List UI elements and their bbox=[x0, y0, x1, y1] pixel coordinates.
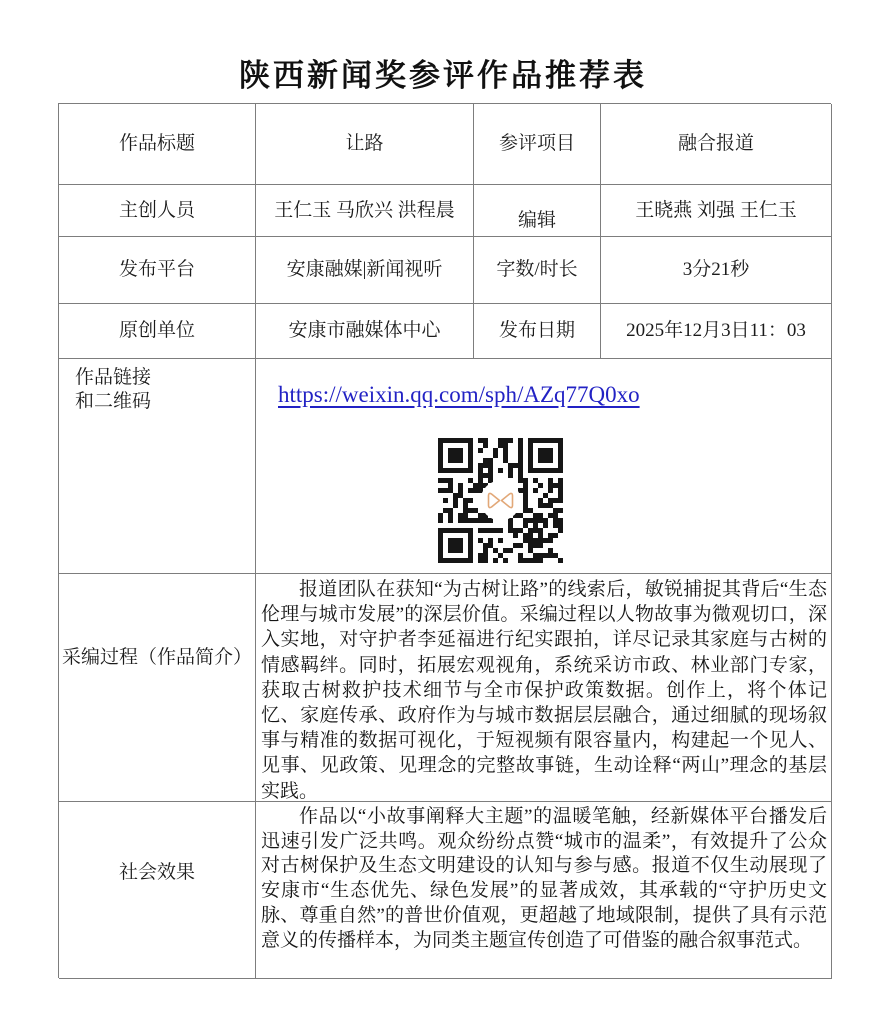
cell-value-work-link-qr bbox=[256, 359, 832, 574]
cell-value-publish-platform: 安康融媒|新闻视听 bbox=[256, 237, 474, 304]
cell-value-editing-process bbox=[256, 574, 832, 802]
recommendation-form-table bbox=[58, 103, 831, 978]
cell-label-main-creators: 主创人员 bbox=[59, 185, 256, 237]
cell-label-original-unit: 原创单位 bbox=[59, 304, 256, 359]
cell-label-work-title: 作品标题 bbox=[59, 104, 256, 185]
cell-label-work-link-qr bbox=[59, 359, 256, 574]
cell-label-editing-process: 采编过程（作品简介） bbox=[59, 574, 256, 802]
cell-label-entry-category: 参评项目 bbox=[474, 104, 601, 185]
cell-label-social-effect: 社会效果 bbox=[59, 802, 256, 979]
work-link-label-line1: 作品链接 bbox=[75, 367, 152, 388]
qr-code bbox=[438, 438, 562, 562]
cell-label-wordcount-duration: 字数/时长 bbox=[474, 237, 601, 304]
cell-value-entry-category: 融合报道 bbox=[601, 104, 832, 185]
work-url-link[interactable]: https://weixin.qq.com/sph/AZq77Q0xo bbox=[278, 382, 640, 407]
cell-value-original-unit: 安康市融媒体中心 bbox=[256, 304, 474, 359]
cell-label-publish-platform: 发布平台 bbox=[59, 237, 256, 304]
page-title: 陕西新闻奖参评作品推荐表 bbox=[239, 58, 647, 93]
editing-process-paragraph: 报道团队在获知“为古树让路”的线索后，敏锐捕捉其背后“生态伦理与城市发展”的深层价值。采编过程以人物故事为微观切口，深入实地，对守护者李延福进行纪实跟拍，详尽记录其家庭与古树的情感羁绊。同时，拓展宏观视角，系统采访市政、林业部门专家，获取古树救护技术细节与全市保护政策数据。创作上，将个体记忆、家庭传承、政府作为与城市数据层层融合，通过细腻的现场叙事与精准的数据可视化，于短视频有限容量内，构建起一个见人、见事、见政策、见理念的完整故事链，生动诠释“两山”理念的基层实践。 bbox=[261, 579, 827, 802]
work-link-label-line2: 和二维码 bbox=[75, 390, 152, 412]
cell-value-editors: 王晓燕 刘强 王仁玉 bbox=[601, 185, 832, 237]
cell-value-wordcount-duration: 3分21秒 bbox=[601, 237, 832, 304]
cell-value-publish-date: 2025年12月3日11：03 bbox=[601, 304, 832, 359]
cell-value-main-creators: 王仁玉 马欣兴 洪程晨 bbox=[256, 185, 474, 237]
cell-label-publish-date: 发布日期 bbox=[474, 304, 601, 359]
cell-value-social-effect bbox=[256, 802, 832, 979]
cell-value-work-title: 让路 bbox=[256, 104, 474, 185]
cell-label-editors: 编辑 bbox=[474, 185, 601, 237]
social-effect-paragraph: 作品以“小故事阐释大主题”的温暖笔触，经新媒体平台播发后迅速引发广泛共鸣。观众纷纷点赞“城市的温柔”，有效提升了公众对古树保护及生态文明建设的认知与参与感。报道不仅生动展现了安康市“生态优先、绿色发展”的显著成效，其承载的“守护历史文脉、尊重自然”的普世价值观，更超越了地域限制，提供了具有示范意义的传播样本，为同类主题宣传创造了可借鉴的融合叙事范式。 bbox=[261, 806, 827, 951]
